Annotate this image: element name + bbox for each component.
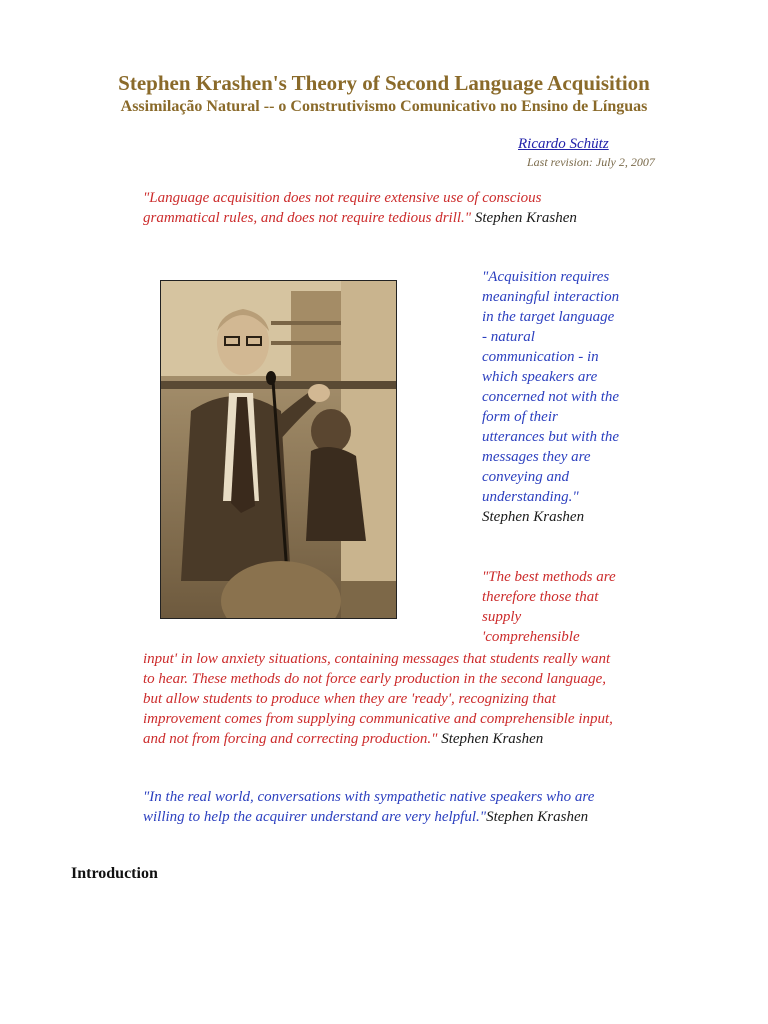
page-title: Stephen Krashen's Theory of Second Language Acquisition: [118, 71, 650, 95]
quote-2-text: "Acquisition requires meaningful interaction in the target language - natural communication - in which speakers are concerned not with the form of their utterances but with the messages they are conveying and understanding.": [482, 269, 620, 505]
section-heading-introduction: Introduction: [71, 865, 158, 882]
quote-1-attribution: Stephen Krashen: [471, 210, 577, 226]
quote-1: [143, 188, 613, 228]
quote-4-text: "In the real world, conversations with sympathetic native speakers who are willing to help the acquirer understand are very helpful.": [143, 789, 595, 825]
quote-2-attribution: Stephen Krashen: [482, 509, 585, 525]
quote-4-attribution: Stephen Krashen: [486, 809, 589, 825]
quote-3-text-part1: "The best methods are therefore those that supply 'comprehensible: [482, 569, 616, 645]
quote-2: [482, 267, 622, 527]
quote-3-text-part2: input' in low anxiety situations, containing messages that students really want to hear. These methods do not force early production in the second language, but allow students to produce when they are 'ready', recognizing that improvement comes from supplying communicative and comprehensible input, and not from forcing and correcting production.": [143, 651, 613, 747]
quote-3-start: [482, 567, 622, 647]
author-link[interactable]: Ricardo Schütz: [518, 136, 609, 152]
quote-3-continued: [143, 649, 618, 749]
quote-4: [143, 787, 618, 827]
page-subtitle: Assimilação Natural -- o Construtivismo Comunicativo no Ensino de Línguas: [120, 98, 648, 115]
quote-1-text: "Language acquisition does not require extensive use of conscious grammatical rules, and does not require tedious drill.": [143, 190, 542, 226]
krashen-photo: [160, 280, 397, 619]
last-revision: Last revision: July 2, 2007: [527, 155, 655, 169]
quote-3-attribution: Stephen Krashen: [437, 731, 544, 747]
